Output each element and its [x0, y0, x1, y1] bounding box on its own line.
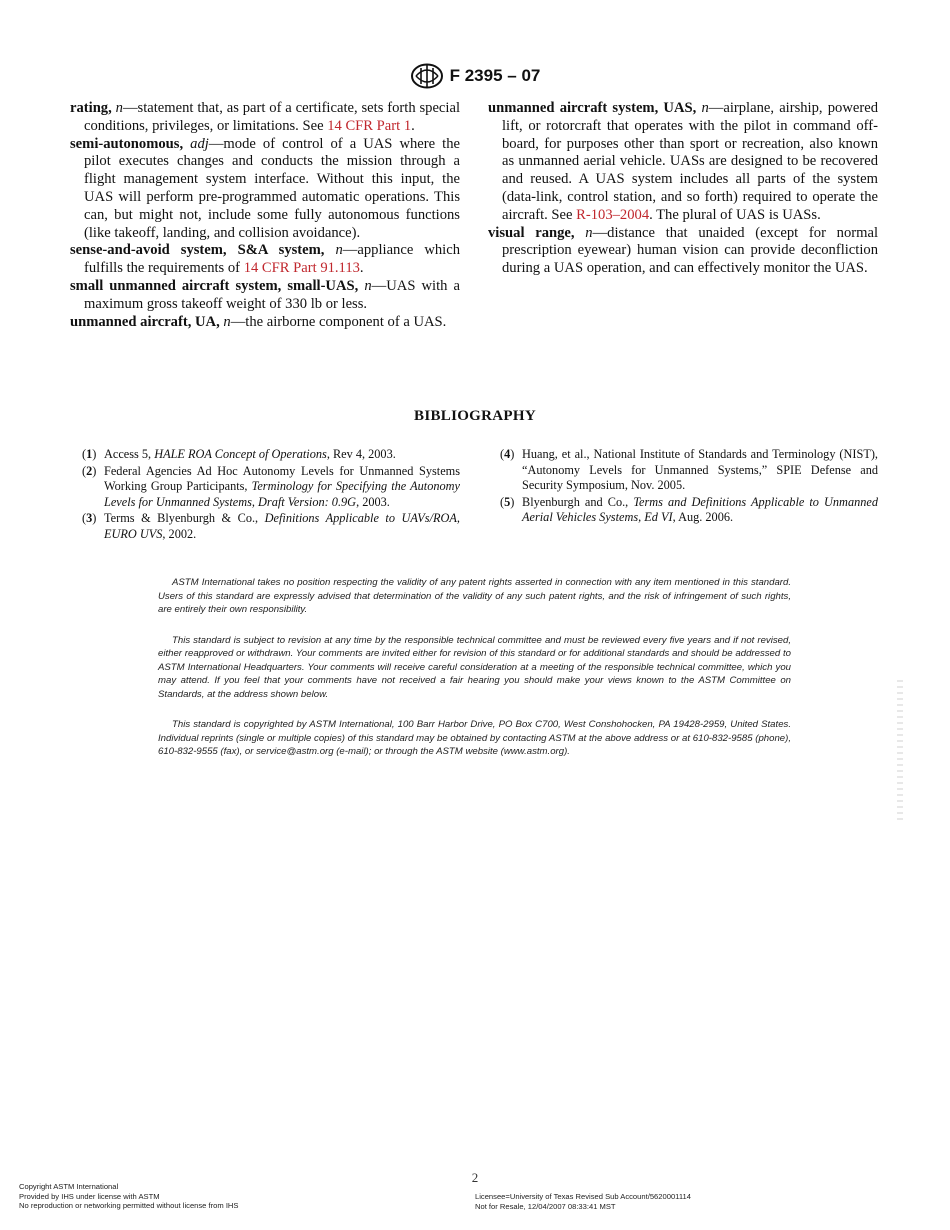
footer-line: Licensee=University of Texas Revised Sub Account/5620001114	[475, 1192, 691, 1201]
definition-entry	[70, 242, 460, 278]
revision-notice: This standard is subject to revision at any time by the responsible technical committee and must be reviewed every five years and if not revised, either reapproved or withdrawn. Your comments are invited either for revision of this standard or for additional standards and should be addressed to ASTM International Headquarters. Your comments will receive careful consideration at a meeting of the responsible technical committee, which you may attend. If you feel that your comments have not received a fair hearing you should make your views known to the ASTM Committee on Standards, at the address shown below.	[158, 634, 791, 700]
definition-entry	[488, 100, 878, 225]
part-of-speech: n	[585, 224, 593, 241]
patent-notice: ASTM International takes no position respecting the validity of any patent rights asserted in connection with any item mentioned in this standard. Users of this standard are expressly advised that determination of the validity of any such patent rights, and the risk of infringement of such rights, are entirely their own responsibility.	[158, 577, 791, 615]
bibliography-entry	[82, 511, 460, 542]
reference-text: Huang, et al., National Institute of Standards and Terminology (NIST), “Autonomy Levels for Unmanned Systems,” SPIE Defense and Security Symposium, Nov. 2005.	[522, 447, 878, 493]
part-of-speech: n	[364, 277, 372, 294]
bibliography-entry	[82, 464, 460, 511]
copyright-notice: This standard is copyrighted by ASTM International, 100 Barr Harbor Drive, PO Box C700, West Conshohocken, PA 19428-2959, United States. Individual reprints (single or multiple copies) of this standard may be obtained by contacting ASTM at the above address or at 610-832-9585 (phone), 610-832-9555 (fax), or service@astm.org (e-mail); or through the ASTM website (www.astm.org).	[158, 719, 791, 757]
footer-license	[475, 1192, 855, 1211]
bibliography-entry	[82, 447, 460, 463]
bibliography-right-column	[500, 447, 878, 527]
footer-copyright	[19, 1182, 339, 1211]
reference-number: (3)	[82, 511, 97, 526]
reference-link[interactable]: 14 CFR Part 91.113	[243, 260, 360, 277]
definition-term: semi-autonomous,	[70, 135, 184, 152]
definition-entry	[70, 136, 460, 243]
part-of-speech: adj	[190, 135, 209, 152]
page-number: 2	[471, 1170, 479, 1185]
definition-entry	[488, 225, 878, 278]
definition-term: small unmanned aircraft system, small-UAS,	[70, 277, 359, 294]
definition-text: —airplane, airship, powered lift, or rotorcraft that operates with the pilot in command off-board, for purposes other than sport or recreation, also known as unmanned aerial vehicle. UASs are designed to be recovered and reused. A UAS system includes all parts of the system (data-link, control station, and so forth) required to operate the aircraft. See	[502, 100, 878, 223]
definition-entry	[70, 314, 460, 332]
reference-text: Federal Agencies Ad Hoc Autonomy Levels for Unmanned Systems Working Group Participants, Terminology for Specifying the Autonomy Levels for Unmanned Systems, Draft Version: 0.9G, 2003.	[104, 463, 460, 509]
definition-term: sense-and-avoid system, S&A system,	[70, 242, 325, 259]
bibliography-left-column	[82, 447, 460, 544]
definition-term: rating,	[70, 100, 112, 116]
bibliography-entry	[500, 495, 878, 526]
page-header	[0, 62, 950, 90]
reference-text: Terms & Blyenburgh & Co., Definitions Applicable to UAVs/ROA, EURO UVS, 2002.	[104, 511, 460, 541]
definition-text: —statement that, as part of a certificate, sets forth special conditions, privileges, or limitations. See	[84, 100, 460, 134]
definition-tail: . The plural of UAS is UASs.	[649, 206, 821, 223]
reference-text: Access 5, HALE ROA Concept of Operations, Rev 4, 2003.	[104, 447, 396, 461]
definition-term: visual range,	[488, 224, 575, 241]
definitions-left-column	[70, 100, 460, 331]
definition-entry	[70, 278, 460, 314]
definition-text: —the airborne component of a UAS.	[230, 313, 447, 330]
reference-number: (1)	[82, 447, 97, 461]
reference-link[interactable]: R-103–2004	[576, 206, 650, 223]
legal-notices	[158, 576, 791, 776]
definition-tail: .	[411, 117, 415, 134]
definition-term: unmanned aircraft, UA,	[70, 313, 220, 330]
definition-text: —UAS with a maximum gross takeoff weight of 330 lb or less.	[84, 277, 460, 312]
astm-logo-icon	[410, 63, 444, 89]
margin-watermark	[897, 680, 903, 820]
bibliography-heading: BIBLIOGRAPHY	[414, 408, 536, 424]
bibliography-entry	[500, 447, 878, 494]
reference-link[interactable]: 14 CFR Part 1	[327, 117, 412, 134]
footer-line: No reproduction or networking permitted without license from IHS	[19, 1201, 239, 1211]
footer-line: Not for Resale, 12/04/2007 08:33:41 MST	[475, 1201, 616, 1211]
reference-number: (5)	[500, 494, 515, 509]
part-of-speech: n	[223, 313, 231, 330]
definitions-right-column	[488, 100, 878, 278]
standard-designation: F 2395 – 07	[449, 66, 541, 85]
definition-text: —appliance which fulfills the requirements of	[84, 242, 460, 277]
definition-text: —mode of control of a UAS where the pilot executes changes and conducts the mission through a flight management system interface. Without this input, the UAS will perform pre-programmed automatic operations. This can, but might not, include some fully autonomous functions (like takeoff, landing, and collision avoidance).	[84, 135, 461, 241]
definition-term: unmanned aircraft system, UAS,	[488, 100, 697, 116]
part-of-speech: n	[115, 100, 123, 116]
part-of-speech: n	[335, 242, 343, 259]
reference-number: (4)	[500, 447, 515, 461]
definition-text: —distance that unaided (except for normal prescription eyewear) human vision can provide deconfliction during a UAS operation, and can effectively monitor the UAS.	[502, 224, 878, 277]
footer-line: Copyright ASTM International	[19, 1182, 119, 1191]
reference-text: Blyenburgh and Co., Terms and Definitions Applicable to Unmanned Aerial Vehicles Systems, Ed VI, Aug. 2006.	[522, 494, 878, 525]
reference-number: (2)	[82, 463, 97, 478]
definition-entry	[70, 100, 460, 136]
definition-tail: .	[359, 260, 364, 277]
footer-line: Provided by IHS under license with ASTM	[19, 1191, 160, 1201]
part-of-speech: n	[701, 100, 709, 116]
